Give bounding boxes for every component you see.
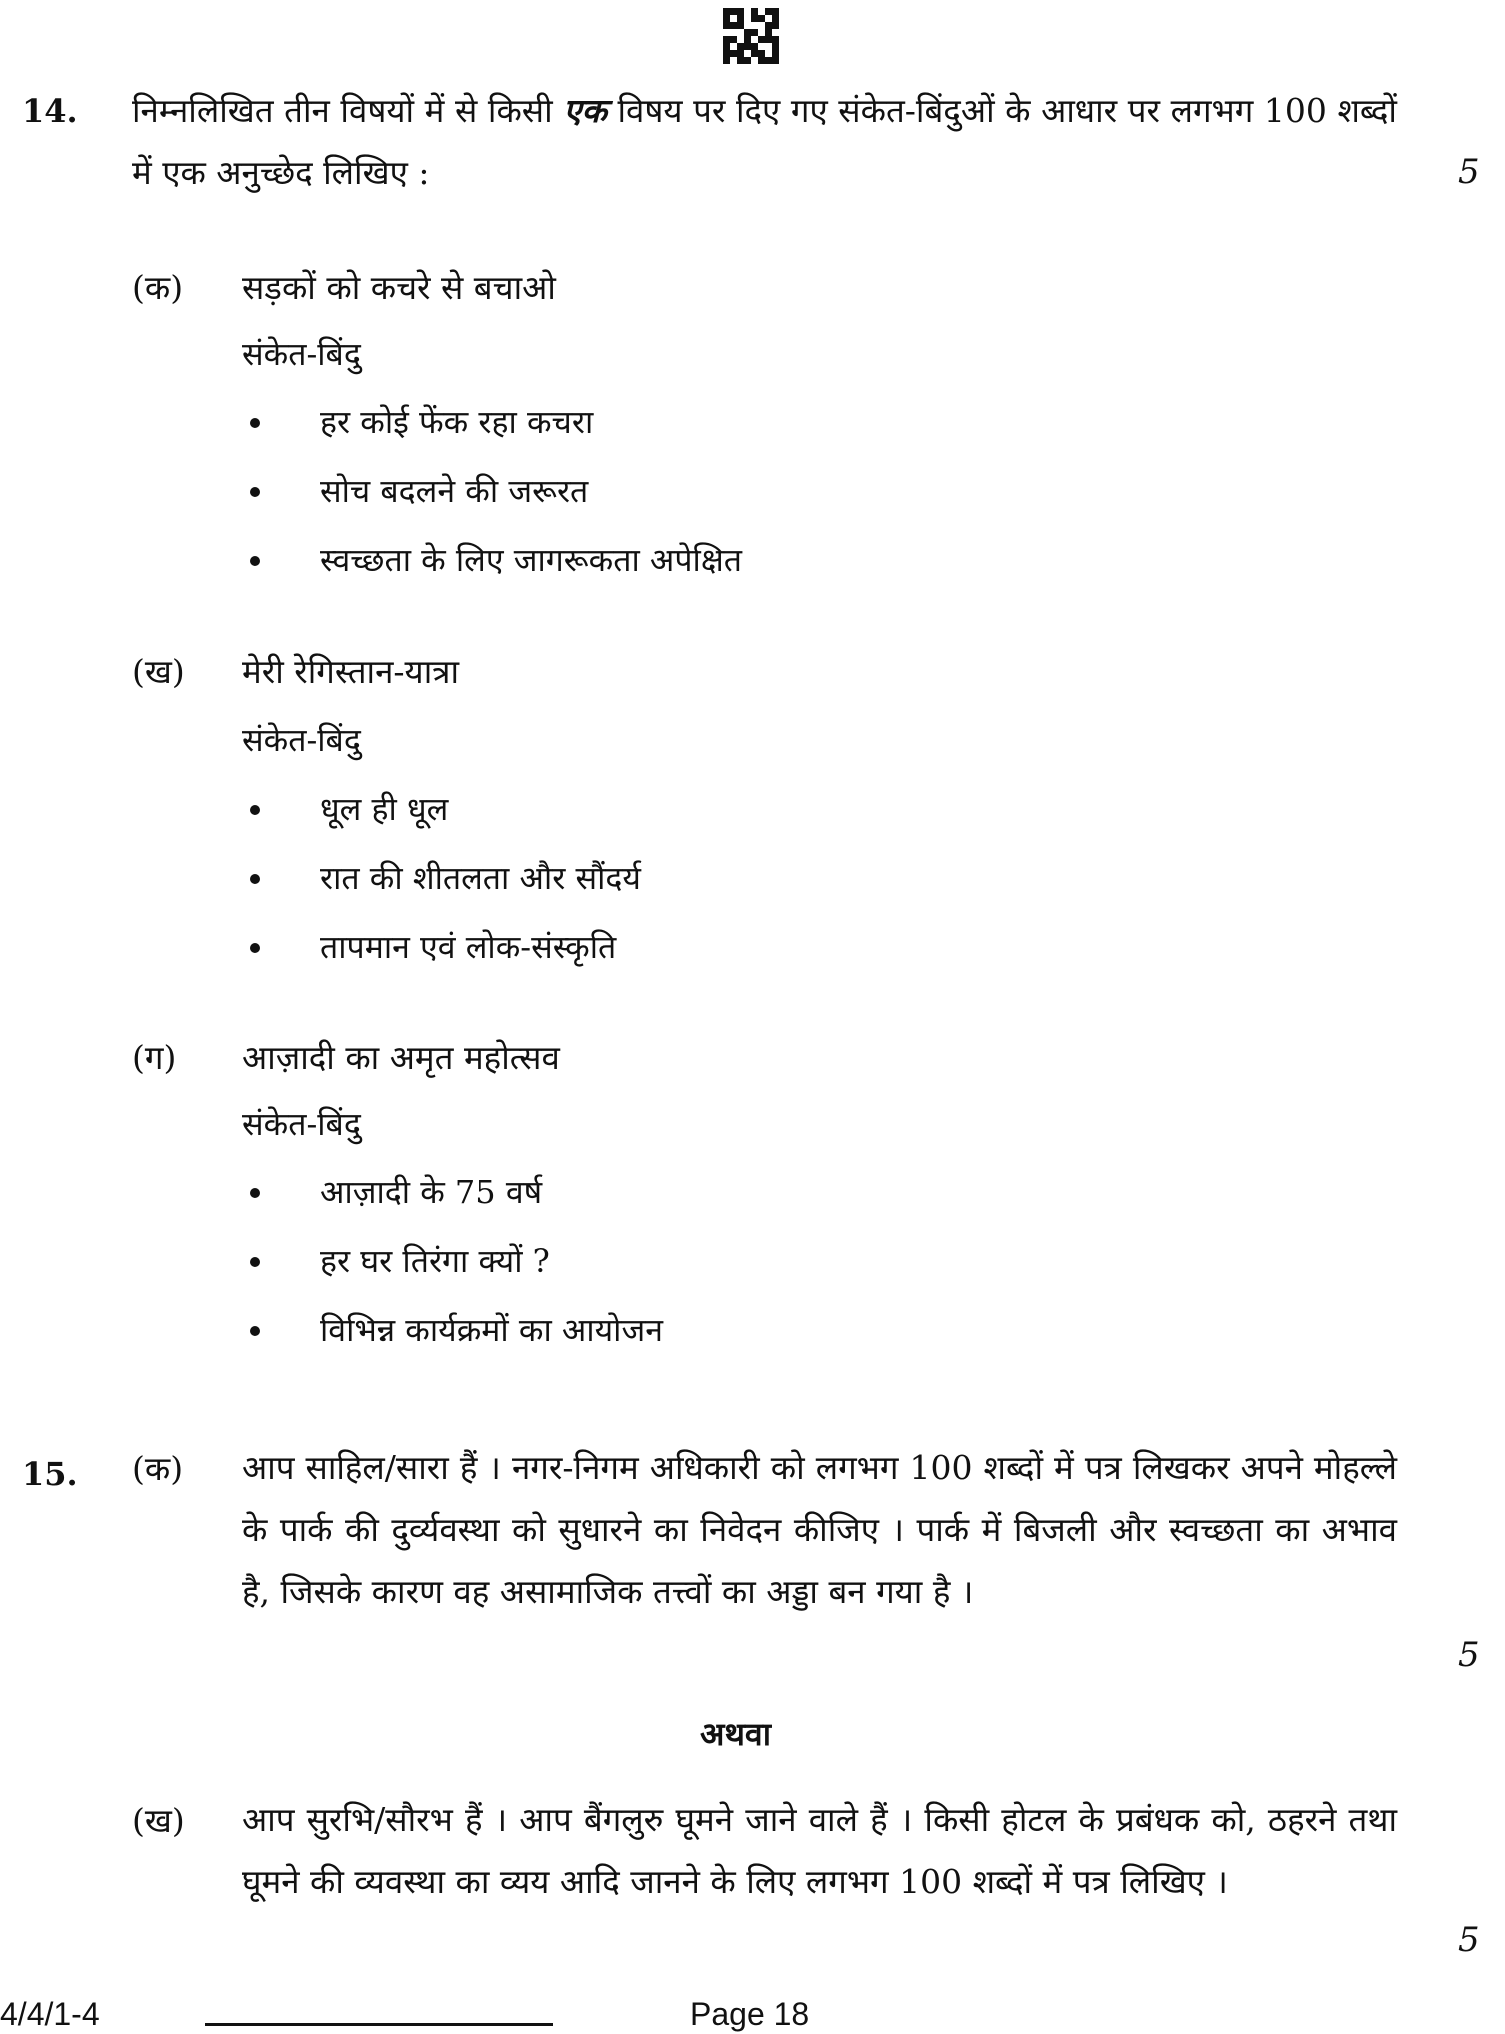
footer-rule bbox=[205, 2023, 553, 2026]
option-kha-hint-label: संकेत-बिंदु bbox=[242, 721, 361, 759]
instruction-part-2: विषय पर दिए गए संकेत-बिंदुओं के आधार पर लगभग 100 शब्दों में एक अनुच्छेद लिखिए : bbox=[132, 91, 1397, 192]
question-15b-label: (ख) bbox=[132, 1801, 185, 1840]
question-15a-label: (क) bbox=[132, 1449, 184, 1488]
list-item: आज़ादी के 75 वर्ष bbox=[250, 1167, 1150, 1236]
bullet-icon bbox=[250, 805, 260, 815]
option-ka-hint-label: संकेत-बिंदु bbox=[242, 335, 361, 373]
instruction-part-1: निम्नलिखित तीन विषयों में से किसी bbox=[132, 91, 553, 130]
question-15b-marks: 5 bbox=[1458, 1920, 1480, 1960]
list-item: हर कोई फेंक रहा कचरा bbox=[250, 397, 1150, 466]
question-14-instruction bbox=[132, 80, 1397, 204]
list-item: विभिन्न कार्यक्रमों का आयोजन bbox=[250, 1305, 1150, 1374]
list-item: सोच बदलने की जरूरत bbox=[250, 466, 1150, 535]
option-ga-label: (ग) bbox=[132, 1038, 177, 1077]
list-item: धूल ही धूल bbox=[250, 784, 1150, 853]
question-15-number: 15. bbox=[22, 1455, 78, 1493]
option-ka-label: (क) bbox=[132, 268, 184, 307]
option-ga-points bbox=[250, 1167, 1150, 1374]
bullet-icon bbox=[250, 1188, 260, 1198]
question-14-number: 14. bbox=[22, 92, 78, 130]
option-ga-title: आज़ादी का अमृत महोत्सव bbox=[242, 1038, 560, 1077]
option-kha-title: मेरी रेगिस्तान-यात्रा bbox=[242, 652, 460, 691]
option-ka-points bbox=[250, 397, 1150, 604]
bullet-icon bbox=[250, 874, 260, 884]
question-15a-text: आप साहिल/सारा हैं । नगर-निगम अधिकारी को लगभग 100 शब्दों में पत्र लिखकर अपने मोहल्ले के पार्क की दुर्व्यवस्था को सुधारने का निवेदन कीजिए । पार्क में बिजली और स्वच्छता का अभाव है, जिसके कारण वह असामाजिक तत्त्वों का अड्डा बन गया है । bbox=[242, 1448, 1397, 1611]
paper-code: 4/4/1-4 bbox=[0, 1996, 100, 2032]
bullet-icon bbox=[250, 418, 260, 428]
list-item: तापमान एवं लोक-संस्कृति bbox=[250, 922, 1150, 991]
option-kha-points bbox=[250, 784, 1150, 991]
question-15a-marks: 5 bbox=[1458, 1635, 1480, 1675]
list-item: स्वच्छता के लिए जागरूकता अपेक्षित bbox=[250, 535, 1150, 604]
instruction-emphasis: एक bbox=[563, 91, 607, 130]
qr-code-icon bbox=[723, 8, 779, 64]
option-ka-title: सड़कों को कचरे से बचाओ bbox=[242, 268, 556, 307]
bullet-icon bbox=[250, 1326, 260, 1336]
bullet-icon bbox=[250, 943, 260, 953]
bullet-icon bbox=[250, 1257, 260, 1267]
question-14-marks: 5 bbox=[1458, 152, 1480, 192]
list-item: रात की शीतलता और सौंदर्य bbox=[250, 853, 1150, 922]
bullet-icon bbox=[250, 556, 260, 566]
page-number: Page 18 bbox=[690, 1996, 810, 2032]
bullet-icon bbox=[250, 487, 260, 497]
question-15b-text: आप सुरभि/सौरभ हैं । आप बैंगलुरु घूमने जाने वाले हैं । किसी होटल के प्रबंधक को, ठहरने तथा घूमने की व्यवस्था का व्यय आदि जानने के लिए लगभग 100 शब्दों में पत्र लिखिए । bbox=[242, 1800, 1397, 1901]
option-ga-hint-label: संकेत-बिंदु bbox=[242, 1105, 361, 1143]
list-item: हर घर तिरंगा क्यों ? bbox=[250, 1236, 1150, 1305]
option-kha-label: (ख) bbox=[132, 652, 185, 691]
or-separator: अथवा bbox=[700, 1715, 771, 1753]
